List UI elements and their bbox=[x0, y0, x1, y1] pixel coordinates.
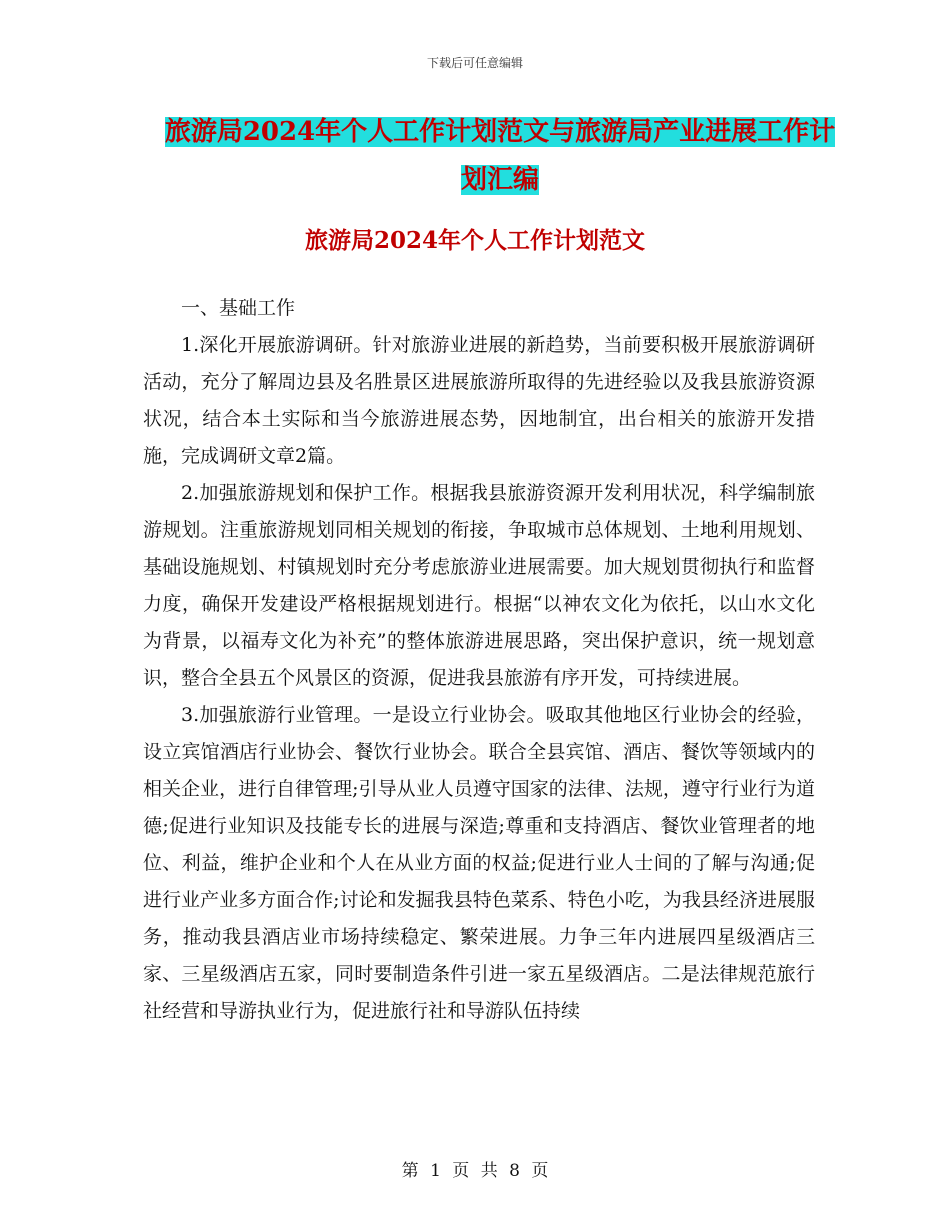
document-body bbox=[143, 290, 815, 1030]
page-header-note: 下载后可任意编辑 bbox=[426, 56, 523, 70]
paragraph: 3.加强旅游行业管理。一是设立行业协会。吸取其他地区行业协会的经验，设立宾馆酒店行业协会、餐饮行业协会。联合全县宾馆、酒店、餐饮等领域内的相关企业，进行自律管理;引导从业人员遵守国家的法律、法规，遵守行业行为道德;促进行业知识及技能专长的进展与深造;尊重和支持酒店、餐饮业管理者的地位、利益，维护企业和个人在从业方面的权益;促进行业人士间的了解与沟通;促进行业产业多方面合作;讨论和发掘我县特色菜系、特色小吃，为我县经济进展服务，推动我县酒店业市场持续稳定、繁荣进展。力争三年内进展四星级酒店三家、三星级酒店五家，同时要制造条件引进一家五星级酒店。二是法律规范旅行社经营和导游执业行为，促进旅行社和导游队伍持续 bbox=[143, 704, 815, 1022]
page-footer: 第 1 页 共 8 页 bbox=[401, 1161, 549, 1181]
paragraph: 1.深化开展旅游调研。针对旅游业进展的新趋势，当前要积极开展旅游调研活动，充分了解周边县及名胜景区进展旅游所取得的先进经验以及我县旅游资源状况，结合本土实际和当今旅游进展态势，因地制宜，出台相关的旅游开发措施，完成调研文章2篇。 bbox=[143, 334, 815, 467]
section-title: 旅游局2024年个人工作计划范文 bbox=[304, 227, 645, 254]
paragraph: 2.加强旅游规划和保护工作。根据我县旅游资源开发利用状况，科学编制旅游规划。注重旅游规划同相关规划的衔接，争取城市总体规划、土地利用规划、基础设施规划、村镇规划时充分考虑旅游业进展需要。加大规划贯彻执行和监督力度，确保开发建设严格根据规划进行。根据“以神农文化为依托，以山水文化为背景，以福寿文化为补充”的整体旅游进展思路，突出保护意识，统一规划意识，整合全县五个风景区的资源，促进我县旅游有序开发，可持续进展。 bbox=[143, 482, 815, 689]
paragraph-heading: 一、基础工作 bbox=[181, 297, 296, 319]
document-title-text: 旅游局2024年个人工作计划范文与旅游局产业进展工作计划汇编 bbox=[164, 117, 836, 195]
document-title bbox=[160, 108, 840, 204]
